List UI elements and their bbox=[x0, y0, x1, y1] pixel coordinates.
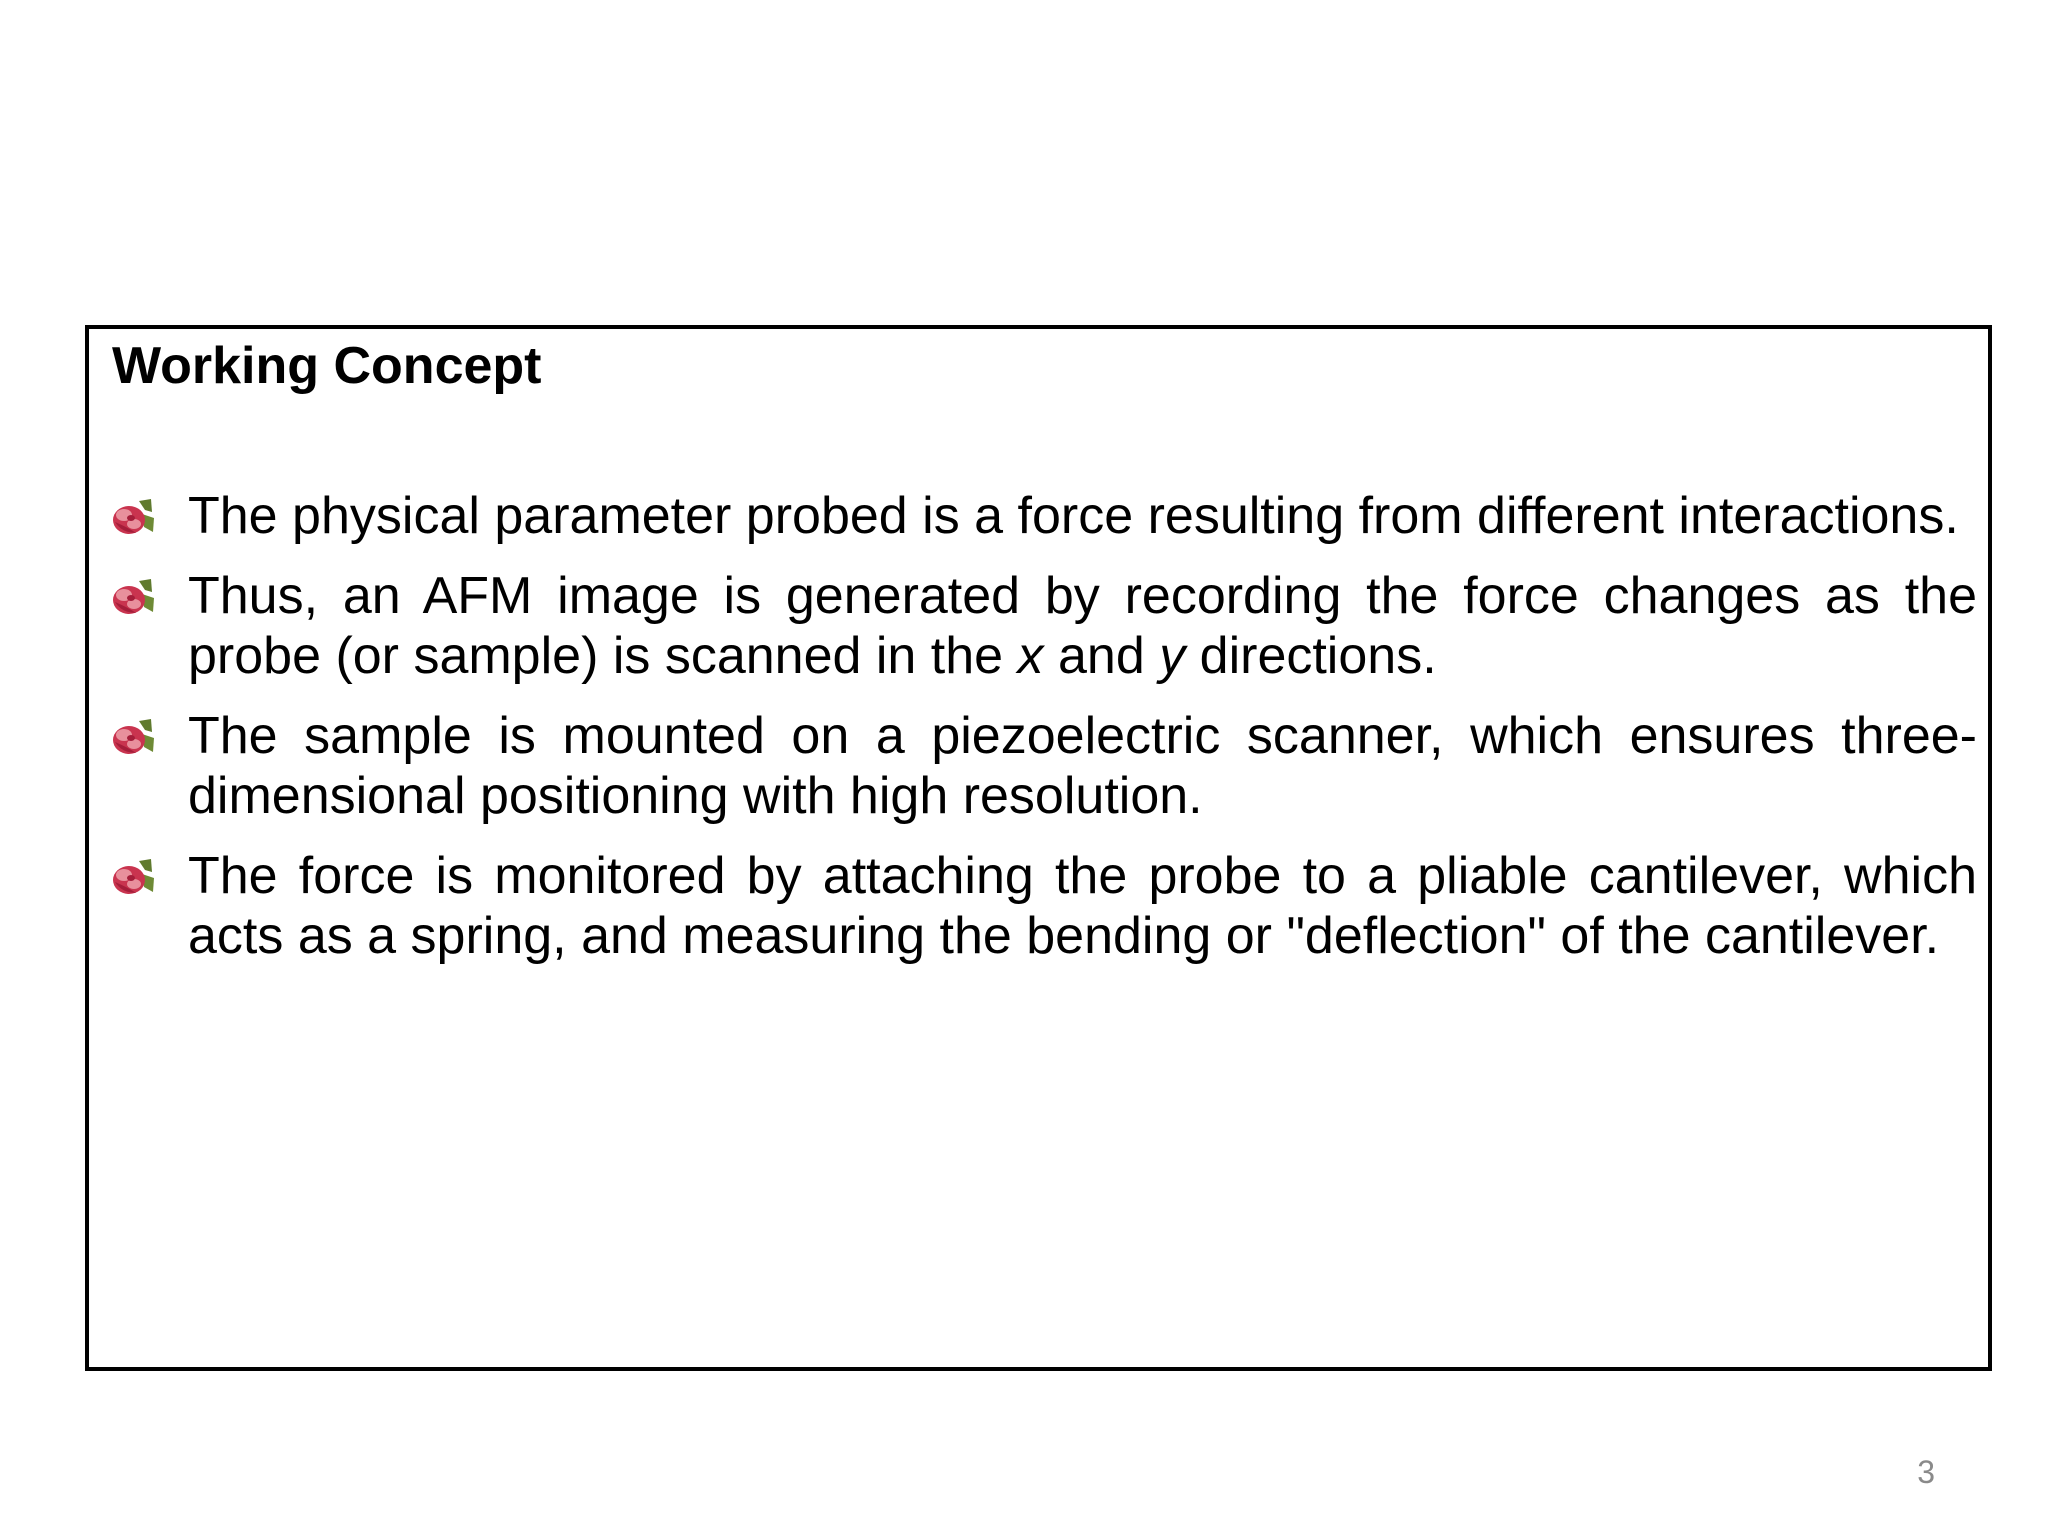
bullet-text: The physical parameter probed is a force resulting from different interactions. bbox=[188, 487, 1959, 545]
y-variable: y bbox=[1159, 627, 1186, 685]
bullet-item bbox=[109, 486, 1977, 546]
bullet-text bbox=[188, 567, 1977, 685]
bullet-item bbox=[109, 846, 1977, 966]
bullet-text-part: Thus, an AFM image is generated by recording the force changes as the probe (or sample) is scanned in the bbox=[188, 567, 1977, 685]
bullet-text-part: and bbox=[1043, 627, 1160, 685]
page-number: 3 bbox=[1917, 1454, 1935, 1490]
bullet-text: The force is monitored by attaching the probe to a pliable cantilever, which acts as a spring, and measuring the bending or "deflection" of the cantilever. bbox=[188, 847, 1977, 965]
x-variable: x bbox=[1017, 627, 1044, 685]
content-box bbox=[85, 325, 1992, 1371]
flower-bullet-icon bbox=[109, 718, 155, 760]
bullet-text: The sample is mounted on a piezoelectric scanner, which ensures three-dimensional positioning with high resolution. bbox=[188, 707, 1977, 825]
flower-bullet-icon bbox=[109, 858, 155, 900]
flower-bullet-icon bbox=[109, 498, 155, 540]
slide-heading: Working Concept bbox=[112, 337, 542, 395]
bullet-list bbox=[109, 486, 1977, 986]
flower-bullet-icon bbox=[109, 578, 155, 620]
bullet-item bbox=[109, 566, 1977, 686]
bullet-item bbox=[109, 706, 1977, 826]
bullet-text-part: directions. bbox=[1185, 627, 1437, 685]
